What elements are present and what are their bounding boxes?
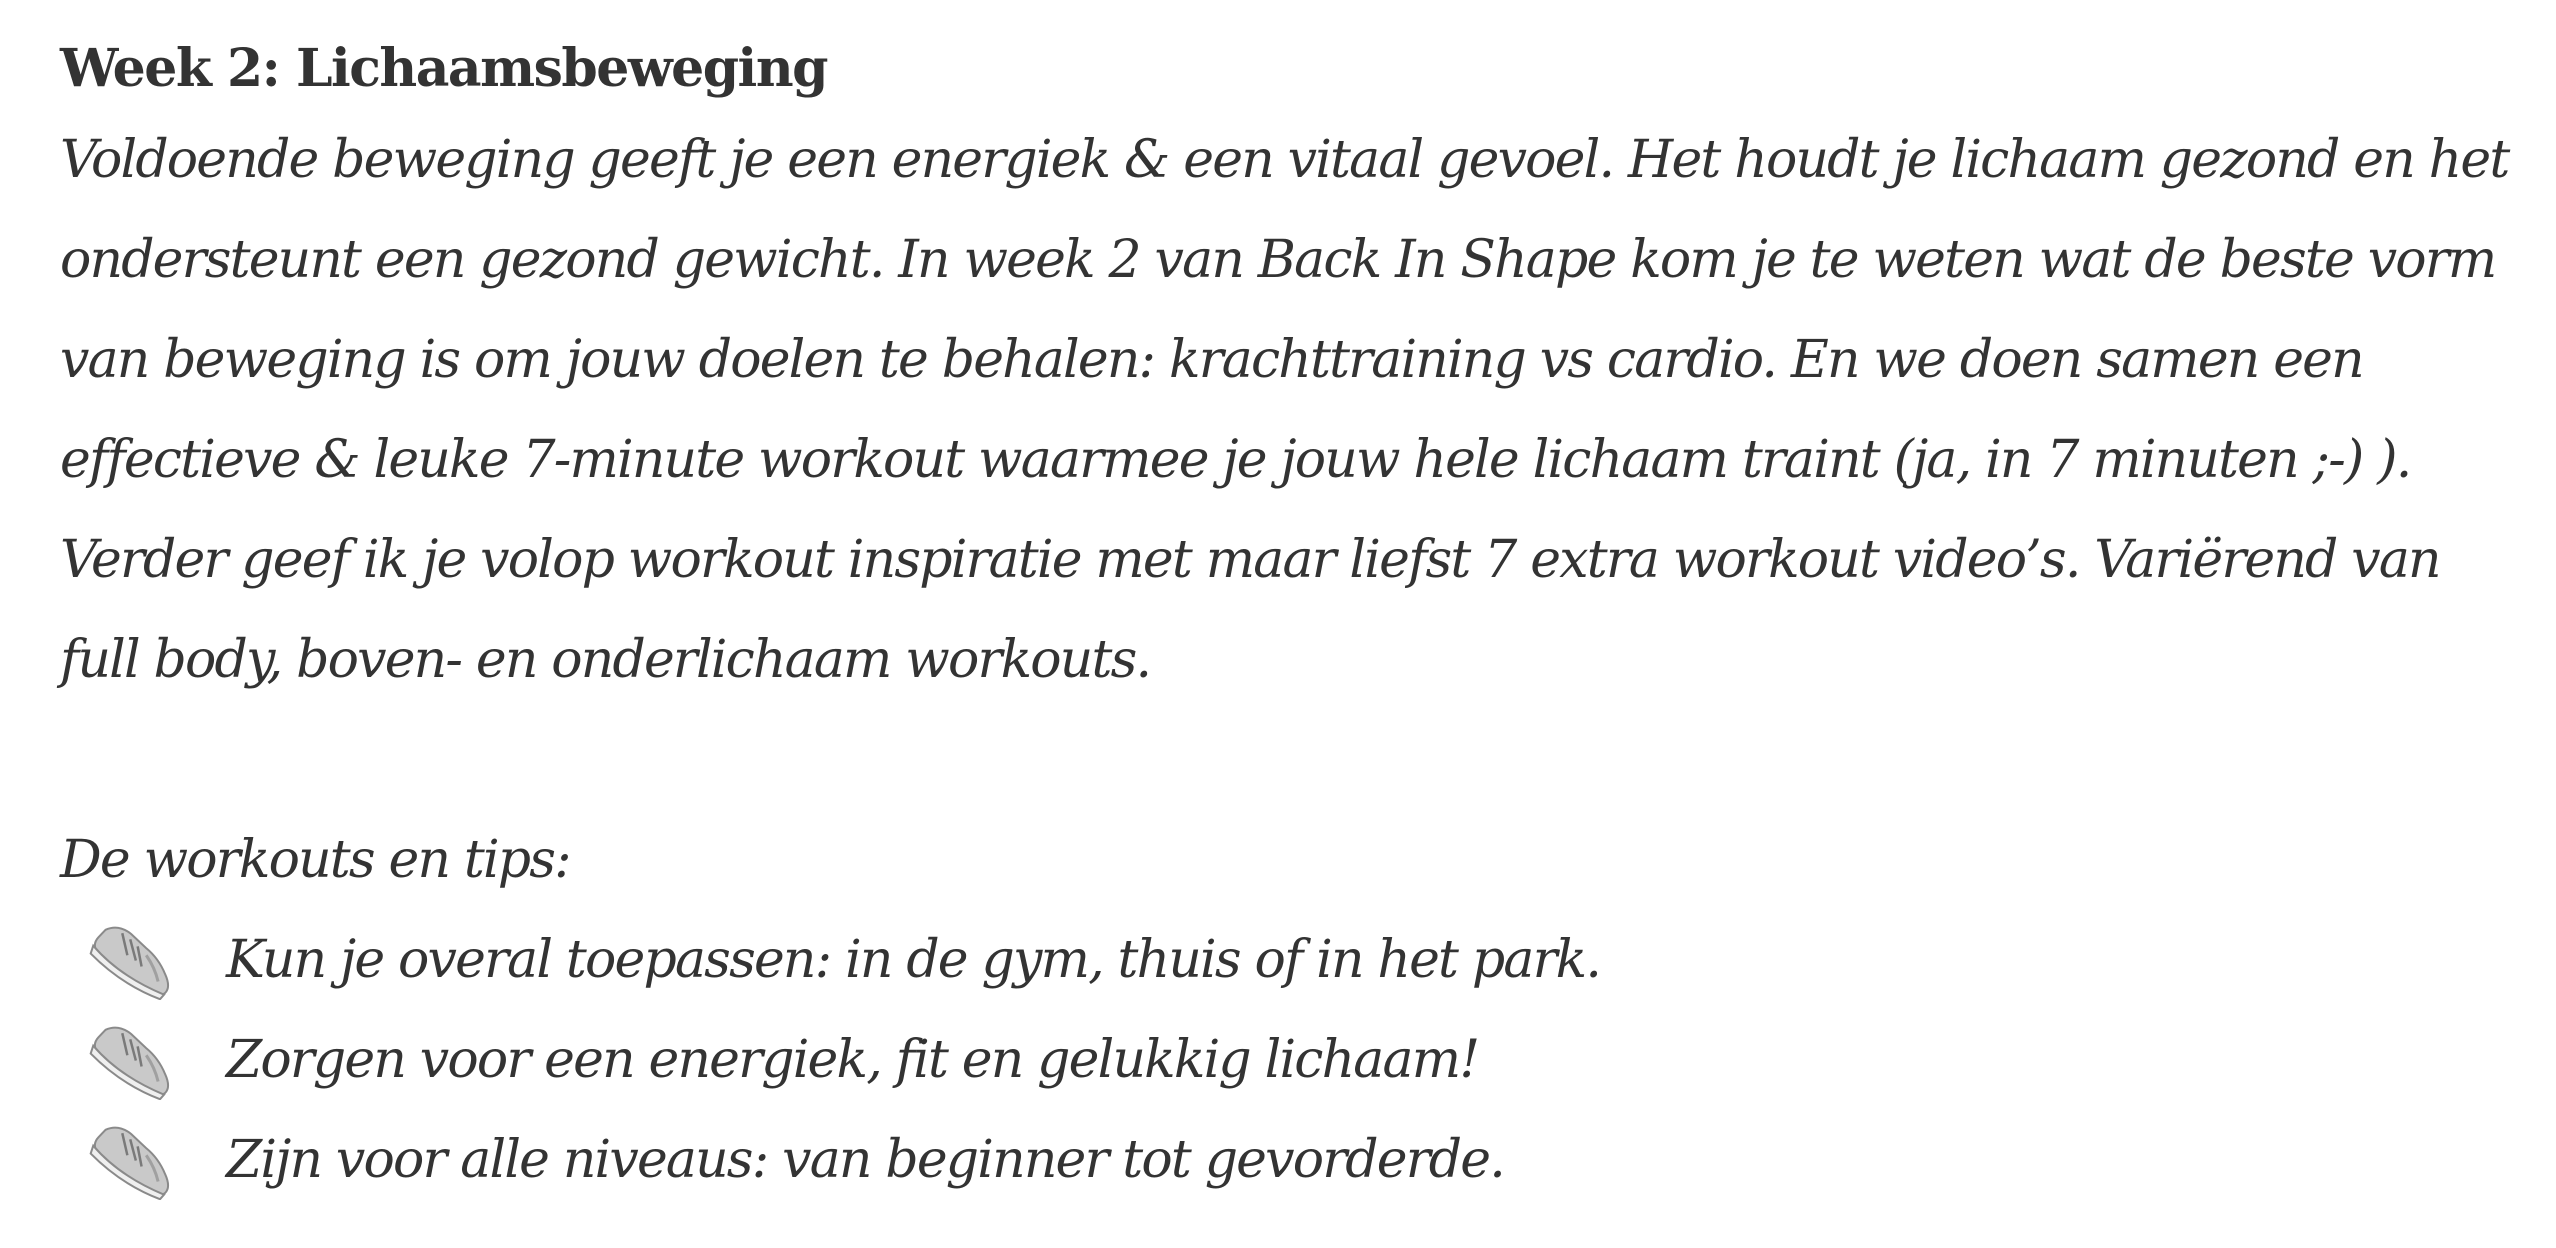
tip-text: Zijn voor alle niveaus: van beginner tot gevorderde. <box>226 1130 1505 1190</box>
intro-line: effectieve & leuke 7-minute workout waarmee je jouw hele lichaam traint (ja, in 7 minuten ;-) ). <box>60 430 2411 490</box>
list-item <box>60 1110 2520 1210</box>
paragraph-spacer <box>60 710 2520 810</box>
intro-paragraph <box>60 110 2520 710</box>
document-body <box>60 28 2520 1210</box>
sneaker-icon <box>80 920 190 1000</box>
sneaker-icon <box>80 1120 190 1200</box>
intro-line: ondersteunt een gezond gewicht. In week 2 van Back In Shape kom je te weten wat de beste vorm <box>60 230 2496 290</box>
sneaker-icon <box>80 1020 190 1100</box>
intro-line: full body, boven- en onderlichaam workouts. <box>60 630 1151 690</box>
list-item <box>60 910 2520 1010</box>
list-item <box>60 1010 2520 1110</box>
page-title: Week 2: Lichaamsbeweging <box>60 38 827 99</box>
tips-list <box>60 910 2520 1210</box>
tips-heading: De workouts en tips: <box>60 830 570 890</box>
tip-text: Kun je overal toepassen: in de gym, thuis of in het park. <box>226 930 1601 990</box>
intro-line: van beweging is om jouw doelen te behalen: krachttraining vs cardio. En we doen samen een <box>60 330 2363 390</box>
tip-text: Zorgen voor een energiek, fit en gelukkig lichaam! <box>226 1030 1479 1090</box>
intro-line: Verder geef ik je volop workout inspiratie met maar liefst 7 extra workout video’s. Variërend van <box>60 530 2440 590</box>
intro-line: Voldoende beweging geeft je een energiek & een vitaal gevoel. Het houdt je lichaam gezond en het <box>60 130 2509 190</box>
